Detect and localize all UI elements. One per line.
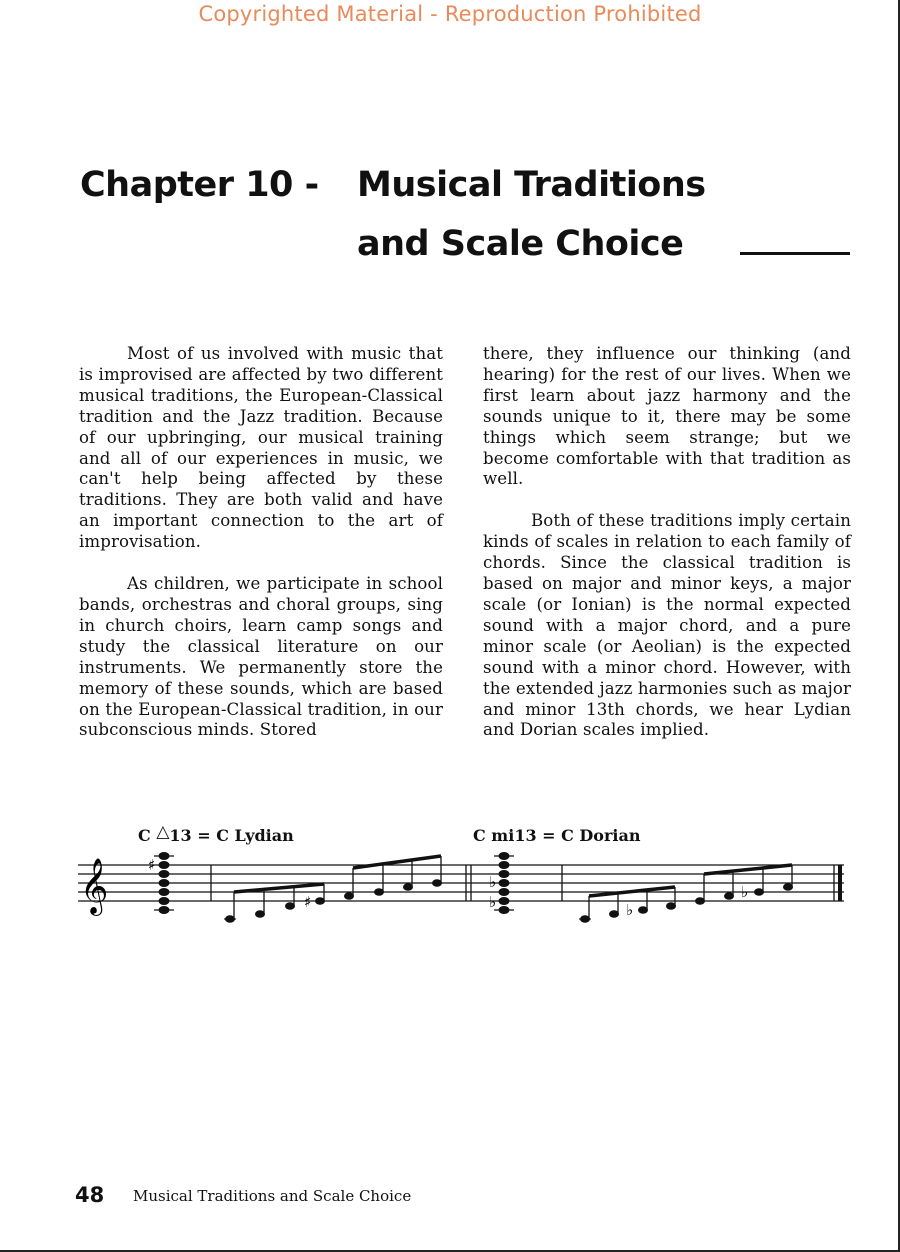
- sharp-icon: ♯: [304, 893, 312, 911]
- flat-icon: ♭: [489, 873, 497, 891]
- music-staff: [78, 840, 848, 939]
- copyright-watermark: Copyrighted Material - Reproduction Prohibited: [198, 2, 702, 26]
- chord-note: [159, 861, 170, 869]
- running-title: Musical Traditions and Scale Choice: [133, 1187, 412, 1205]
- flat-icon: ♭: [626, 901, 634, 919]
- right-column: [483, 344, 851, 762]
- treble-clef-icon: 𝄞: [80, 858, 109, 914]
- flat-icon: ♭: [489, 893, 497, 911]
- chord-note: [159, 879, 170, 887]
- paragraph: Most of us involved with music that is improvised are affected by two different musical traditions, the European-Classical tradition and the Jazz tradition. Because of our upbringing, our musical training and all of our experiences in music, we can't help being affected by these traditions. They are both valid and have an important connection to the art of improvisation.: [79, 344, 443, 552]
- paragraph: As children, we participate in school bands, orchestras and choral groups, sing in church choirs, learn camp songs and study the classical literature on our instruments. We permanently store the memory of these sounds, which are based on the European-Classical tradition, in our subconscious minds. Stored: [79, 574, 443, 740]
- chapter-number: Chapter 10 -: [80, 165, 319, 205]
- dorian-example-label: C mi13 = C Dorian: [473, 826, 641, 845]
- chord-note: [159, 870, 170, 878]
- left-column: [79, 344, 443, 762]
- title-rule: [740, 252, 850, 255]
- chord-note: [159, 888, 170, 896]
- chord-root: C: [138, 826, 151, 845]
- paragraph: there, they influence our thinking (and hearing) for the rest of our lives. When we first learn about jazz harmony and the sounds unique to it, there may be some things which seem strange; but we become comfortable with that tradition as well.: [483, 344, 851, 489]
- paragraph: Both of these traditions imply certain kinds of scales in relation to each family of chords. Since the classical tradition is based on major and minor keys, a major scale (or Ionian) is the normal expected sound with a major chord, and a pure minor scale (or Aeolian) is the expected sound with a minor chord. However, with the extended jazz harmonies such as major and minor 13th chords, we hear Lydian and Dorian scales implied.: [483, 511, 851, 740]
- sharp-icon: ♯: [148, 856, 156, 874]
- flat-icon: ♭: [741, 883, 749, 901]
- lydian-label-text: 13 = C Lydian: [169, 826, 294, 845]
- chord-note: [159, 897, 170, 905]
- notation-svg: [78, 840, 848, 935]
- chapter-title-line-2: and Scale Choice: [357, 224, 684, 264]
- chapter-title-line-1: Musical Traditions: [357, 165, 706, 205]
- page-number: 48: [75, 1183, 105, 1207]
- major-triangle-symbol: △: [156, 822, 170, 842]
